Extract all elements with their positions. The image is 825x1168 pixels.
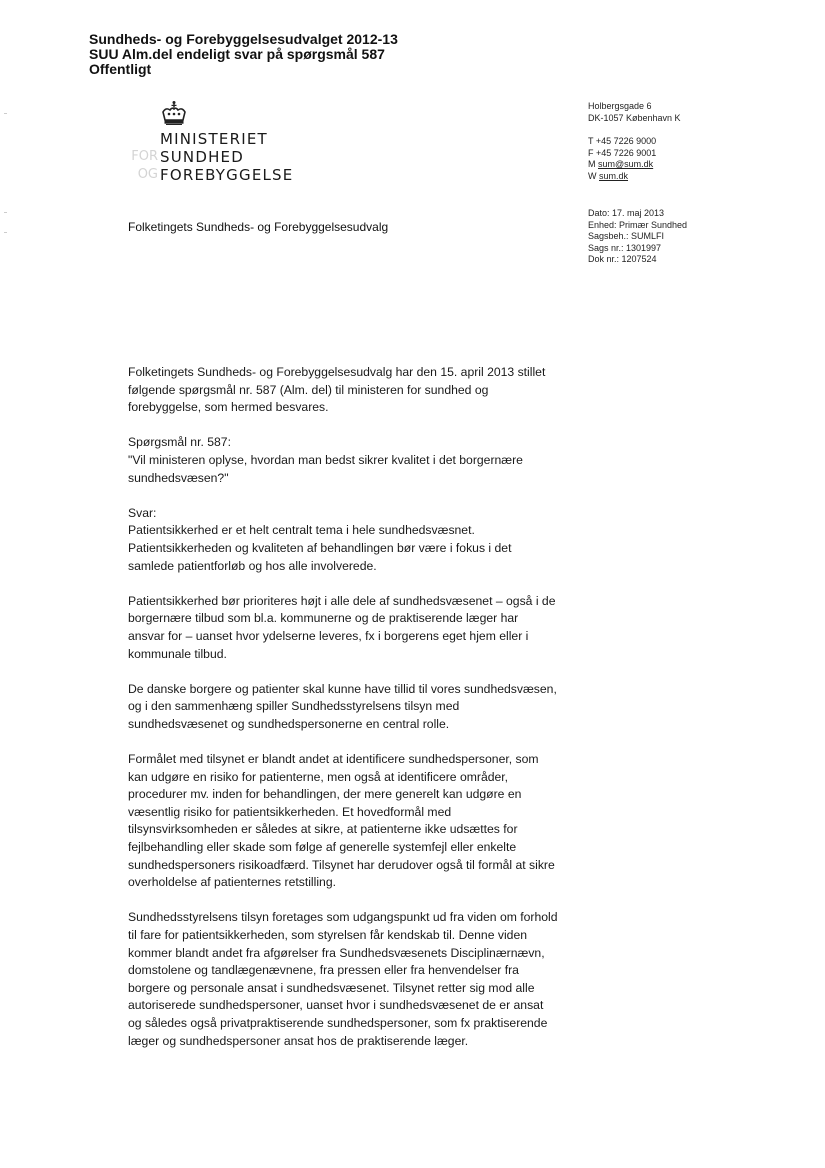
question-block — [128, 434, 558, 487]
sender-street: Holbergsgade 6 — [588, 101, 652, 111]
meta-unit: Enhed: Primær Sundhed — [588, 219, 688, 230]
sender-contact-block — [588, 101, 681, 182]
sender-fax: F +45 7226 9001 — [588, 147, 657, 158]
sender-phone: T +45 7226 9000 — [588, 136, 657, 146]
logo-line-3: FOREBYGGELSE — [160, 166, 294, 184]
margin-mark — [4, 113, 7, 114]
header-reference: SUU Alm.del endeligt svar på spørgsmål 587 — [89, 46, 385, 62]
answer-paragraph-3: De danske borgere og patienter skal kunne have tillid til vores sundhedsvæsen, og i den sammenhæng spiller Sundhedsstyrelsens tilsyn med sundhedsvæsenet og sundhedspersonerne en central rolle. — [128, 681, 557, 731]
sender-web-link[interactable]: sum.dk — [599, 170, 629, 181]
ministry-logo — [131, 130, 294, 184]
header-status: Offentligt — [89, 61, 152, 77]
document-header — [89, 32, 398, 77]
meta-document-number: Dok nr.: 1207524 — [588, 254, 657, 264]
margin-mark — [4, 232, 7, 233]
question-label: Spørgsmål nr. 587: — [128, 435, 231, 450]
answer-paragraph-5: Sundhedsstyrelsens tilsyn foretages som udgangspunkt ud fra viden om forhold til fare for patientsikkerheden, som styrelsen får kendskab til. Denne viden kommer blandt andet fra afgørelser fra Sundhedsvæsenets Disciplinærnævn, domstolene og tandlægenævnene, fra pressen eller fra henvendelser fra borgere og personale ansat i sundhedsvæsenet. Tilsynet retter sig mod alle autoriserede sundhedspersoner, uanset hvor i sundhedsvæsenet de er ansat og således også privatpraktiserende sundhedspersoner, som fx praktiserende læger og sundhedspersoner ansat hos de praktiserende læger. — [128, 910, 558, 1048]
sender-web-prefix: W — [588, 170, 599, 181]
sender-city: DK-1057 København K — [588, 112, 681, 123]
margin-mark — [4, 212, 7, 213]
logo-line-2: SUNDHED — [160, 148, 244, 166]
logo-line-1: MINISTERIET — [160, 130, 268, 148]
meta-date: Dato: 17. maj 2013 — [588, 208, 665, 218]
answer-paragraph-2: Patientsikkerhed bør prioriteres højt i alle dele af sundhedsvæsenet – også i de borgernære tilbud som bl.a. kommunerne og de praktiserende læger har ansvar for – uanset hvor ydelserne leveres, fx i borgerens eget hjem eller i kommunale tilbud. — [128, 593, 556, 661]
answer-label: Svar: — [128, 505, 157, 520]
recipient: Folketingets Sundheds- og Forebyggelsesudvalg — [128, 220, 389, 234]
meta-caseworker: Sagsbeh.: SUMLFI — [588, 231, 665, 241]
sender-mail-prefix: M — [588, 159, 598, 169]
intro-paragraph: Folketingets Sundheds- og Forebyggelsesudvalg har den 15. april 2013 stillet følgende spørgsmål nr. 587 (Alm. del) til ministeren for sundhed og forebyggelse, som hermed besvares. — [128, 365, 546, 415]
header-committee: Sundheds- og Forebyggelsesudvalget 2012-13 — [89, 31, 398, 47]
sender-email-link[interactable]: sum@sum.dk — [598, 159, 654, 169]
document-metadata — [588, 208, 687, 266]
meta-case-number: Sags nr.: 1301997 — [588, 242, 662, 253]
logo-prefix-for: FOR — [131, 149, 158, 164]
question-text: "Vil ministeren oplyse, hvordan man bedst sikrer kvalitet i det borgernære sundhedsvæsen?" — [128, 452, 523, 485]
royal-crown-icon — [160, 100, 188, 128]
letter-body — [128, 364, 558, 1068]
logo-prefix-og: OG — [137, 167, 158, 182]
answer-paragraph-4: Formålet med tilsynet er blandt andet at identificere sundhedspersoner, som kan udgøre en risiko for patienterne, men også at identificere områder, procedurer mv. inden for behandlingen, der mere generelt kan udgøre en væsentlig risiko for patientsikkerheden. Et hovedformål med tilsynsvirksomheden er således at sikre, at patienterne ikke udsættes for fejlbehandling eller skade som følge af generelle systemfejl eller enkelte sundhedspersoners risikoadfærd. Tilsynet har derudover også til formål at sikre overholdelse af patienternes retstilling. — [128, 752, 555, 890]
answer-paragraph-1: Patientsikkerhed er et helt centralt tema i hele sundhedsvæsnet. Patientsikkerheden og kvaliteten af behandlingen bør være i fokus i det samlede patientforløb og hos alle involverede. — [128, 523, 512, 573]
